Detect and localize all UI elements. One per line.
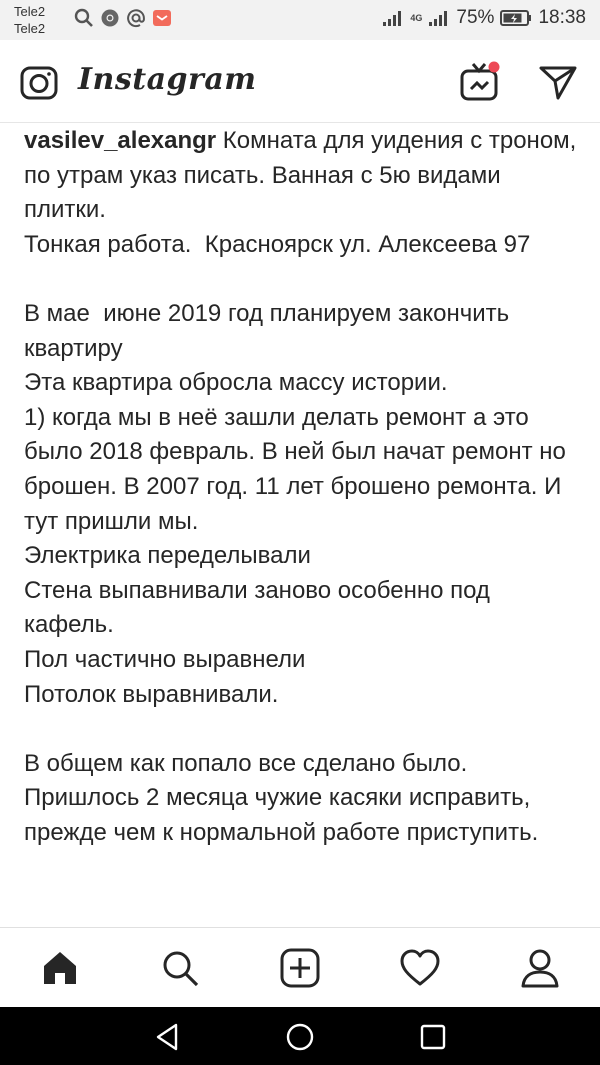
nav-profile[interactable] (510, 940, 570, 996)
chrome-icon (100, 8, 120, 28)
status-bar (0, 0, 600, 40)
heart-icon (399, 948, 441, 988)
recents-button[interactable] (416, 1020, 450, 1054)
caption-text: Комната для уидения с троном, по утрам указ писать. Ванная с 5ю видами плитки. Тонкая работа. Красноярск ул. Алексеева 97 В мае июне 2019 год планируем закончить квартиру Эта квартира обросла массу истории. 1) когда мы в неё зашли делать ремонт а это было 2018 февраль. В ней был начат ремонт но брошен. В 2007 год. 11 лет брошено ремонта. И тут пришли мы. Электрика переделывали Стена выпавнивали заново особенно под кафель. Пол частично выравнели Потолок выравнивали. В общем как попало все сделано было. Пришлось 2 месяца чужие касяки исправить, прежде чем к нормальной работе приступить. (24, 127, 577, 846)
recents-square-icon (418, 1022, 448, 1052)
home-icon (40, 948, 80, 988)
back-triangle-icon (152, 1022, 182, 1052)
network-type: 4G (410, 12, 423, 23)
carrier-label-1: Tele2 (14, 4, 46, 19)
direct-button[interactable] (536, 60, 580, 104)
mail-icon (152, 8, 172, 28)
igtv-button[interactable] (456, 58, 504, 106)
camera-icon (19, 63, 59, 103)
home-circle-icon (285, 1022, 315, 1052)
post-caption (24, 124, 584, 850)
profile-icon (520, 948, 560, 988)
paper-plane-icon (538, 62, 578, 102)
signal-icon (382, 9, 404, 27)
search-icon (160, 948, 200, 988)
carrier-label-2: Tele2 (14, 21, 46, 36)
back-button[interactable] (150, 1020, 184, 1054)
bottom-nav (0, 927, 600, 1008)
nav-activity[interactable] (390, 940, 450, 996)
system-nav-bar (0, 1007, 600, 1065)
nav-search[interactable] (150, 940, 210, 996)
nav-new-post[interactable] (270, 940, 330, 996)
username-link[interactable]: vasilev_alexangr (24, 127, 217, 154)
clock: 18:38 (538, 7, 586, 28)
home-button[interactable] (283, 1020, 317, 1054)
battery-charging-icon (500, 9, 532, 27)
signal-icon-2 (428, 9, 450, 27)
igtv-icon (457, 59, 503, 105)
battery-percent: 75% (456, 7, 495, 28)
instagram-logo: Instagram (78, 62, 257, 97)
notification-icons (74, 8, 172, 28)
camera-button[interactable] (18, 62, 60, 104)
add-post-icon (280, 948, 320, 988)
search-icon (74, 8, 94, 28)
at-icon (126, 8, 146, 28)
status-right (382, 7, 586, 29)
nav-home[interactable] (30, 940, 90, 996)
app-header (0, 40, 600, 123)
